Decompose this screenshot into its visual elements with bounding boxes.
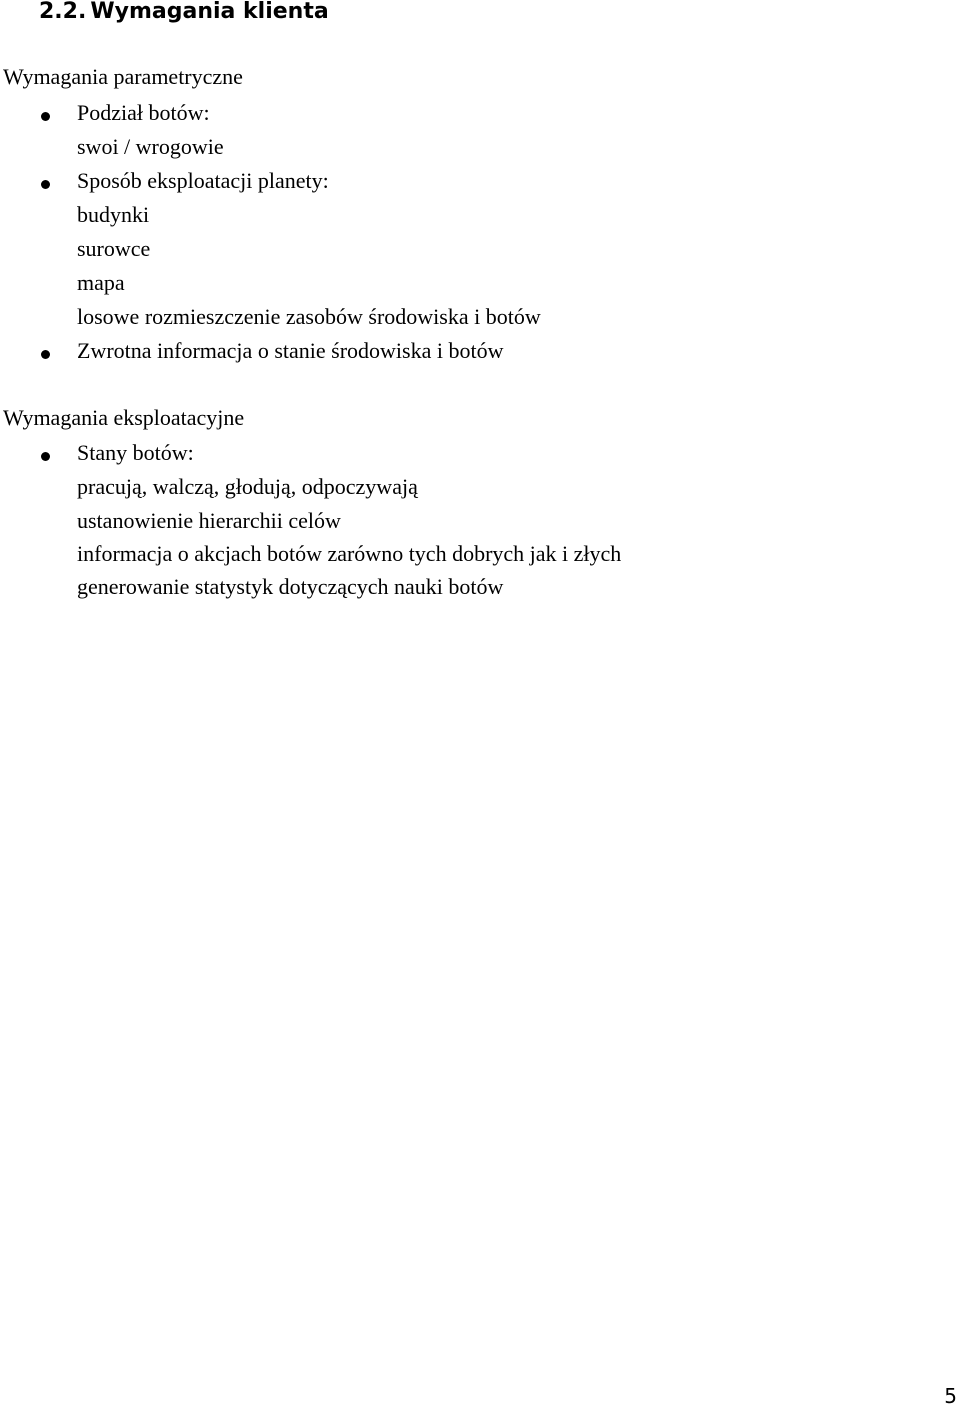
page-number: 5	[944, 1384, 957, 1408]
section-title: Wymagania klienta	[90, 0, 329, 24]
list-item: Zwrotna informacja o stanie środowiska i botów	[77, 338, 504, 363]
section-heading	[39, 0, 329, 26]
bullet-icon	[41, 350, 50, 359]
list-subitem: losowe rozmieszczenie zasobów środowiska i botów	[77, 304, 541, 329]
subsection-title-operational: Wymagania eksploatacyjne	[3, 405, 245, 430]
list-subitem: budynki	[77, 202, 150, 227]
list-subitem: ustanowienie hierarchii celów	[77, 508, 341, 533]
bullet-icon	[41, 112, 50, 121]
list-subitem: pracują, walczą, głodują, odpoczywają	[77, 474, 418, 499]
list-item: Stany botów:	[77, 440, 194, 465]
list-item: Podział botów:	[77, 100, 210, 125]
list-subitem: surowce	[77, 236, 151, 261]
list-subitem: swoi / wrogowie	[77, 134, 224, 159]
bullet-icon	[41, 180, 50, 189]
subsection-title-parametric: Wymagania parametryczne	[3, 64, 243, 89]
section-number: 2.2.	[39, 0, 87, 24]
list-subitem: generowanie statystyk dotyczących nauki botów	[77, 574, 504, 599]
list-subitem: informacja o akcjach botów zarówno tych dobrych jak i złych	[77, 541, 622, 566]
bullet-icon	[41, 452, 50, 461]
list-subitem: mapa	[77, 270, 125, 295]
list-item: Sposób eksploatacji planety:	[77, 168, 329, 193]
